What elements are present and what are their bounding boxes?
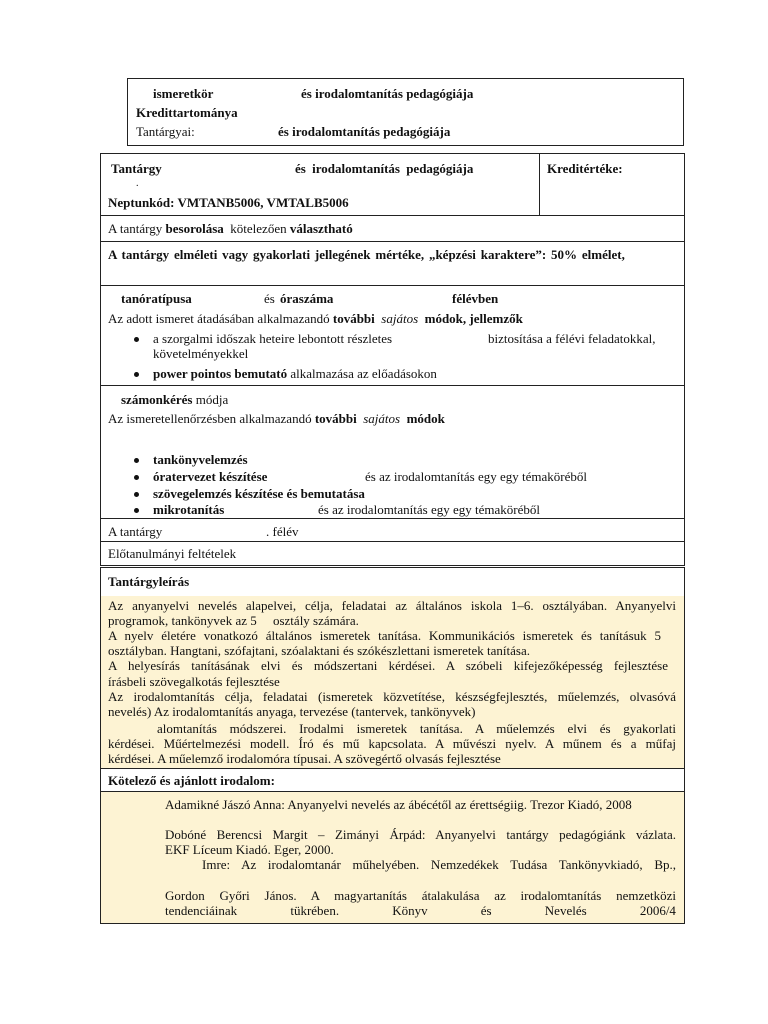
oraszama-label: óraszáma	[280, 291, 334, 306]
leiras-p9: alomtanítás módszerei. Irodalmi ismeretek tanítása. A műelemzés elvi és gyakorlati	[157, 721, 676, 736]
szamonkeres-item-2-rest: és az irodalomtanítás egy egy témaköréből	[365, 469, 588, 484]
bullet-dot	[134, 475, 139, 480]
leiras-p8: nevelés) Az irodalomtanítás anyaga, tervezése (tantervek, tankönyvek)	[108, 704, 476, 719]
irodalom-ref-2a: Dobóné Berencsi Margit – Zimányi Árpád: Anyanyelvi tantárgy pedagógiánk vázlata.	[165, 827, 676, 842]
irodalom-ref-2b: EKF Líceum Kiadó. Eger, 2000.	[165, 842, 334, 857]
besorolas-row: A tantárgy besorolása kötelezően választható	[108, 221, 353, 236]
bullet-dot	[134, 458, 139, 463]
irodalom-ref-1: Adamikné Jászó Anna: Anyanyelvi nevelés az ábécétől az érettségiig. Trezor Kiadó, 2008	[165, 797, 632, 812]
irodalom-ref-3: Imre: Az irodalomtanár műhelyében. Nemzedékek Tudása Tankönyvkiadó, Bp.,	[202, 857, 676, 872]
leiras-p10: kérdései. Műértelmezési modell. Író és mű kapcsolata. A művészi nyelv. A műnem és a műfaj	[108, 736, 676, 751]
tantargy-value: és irodalomtanítás pedagógiája	[295, 161, 474, 176]
bullet-dot	[134, 508, 139, 513]
szamonkeres-title: számonkérés módja	[121, 392, 229, 407]
tantargy-dot: .	[136, 178, 139, 189]
felev-post: . félév	[266, 524, 299, 539]
szamonkeres-item-1: tankönyvelemzés	[153, 452, 248, 467]
leiras-title: Tantárgyleírás	[108, 574, 190, 589]
es-label: és	[264, 291, 275, 306]
kepzesi-karakter: A tantárgy elméleti vagy gyakorlati jellegének mértéke, „képzési karaktere”: 50% elmélet,	[108, 247, 625, 262]
szamonkeres-item-4: mikrotanítás	[153, 502, 225, 517]
kredit-label: Kreditértéke:	[547, 161, 623, 176]
irodalom-ref-4b: tendenciáinak tükrében. Könyv és Nevelés 2006/4	[165, 903, 676, 918]
leiras-p5: A helyesírás tanításának elvi és módszertani kérdései. A szóbeli kifejezőképesség fejlesztése	[108, 658, 668, 673]
elotanulmany: Előtanulmányi feltételek	[108, 546, 237, 561]
neptun-code: Neptunkód: VMTANB5006, VMTALB5006	[108, 195, 349, 210]
ora-bullet-1a: a szorgalmi időszak heteire lebontott részletes	[153, 331, 393, 346]
bullet-dot	[134, 372, 139, 377]
ora-bullet-1c: követelményekkel	[153, 346, 249, 361]
szamonkeres-item-3: szövegelemzés készítése és bemutatása	[153, 486, 365, 501]
ora-bullet-2: power pointos bemutató alkalmazása az előadásokon	[153, 366, 437, 381]
leiras-p4: osztályban. Hangtani, szófajtani, szóalaktani és szókészlettani ismeretek tanítása.	[108, 643, 530, 658]
felev-pre: A tantárgy	[108, 524, 163, 539]
felevben-label: félévben	[452, 291, 499, 306]
tantargyai-value: és irodalomtanítás pedagógiája	[278, 124, 451, 139]
bullet-dot	[134, 337, 139, 342]
irodalom-ref-4a: Gordon Győri János. A magyartanítás átalakulása az irodalomtanítás nemzetközi	[165, 888, 676, 903]
leiras-p2: programok, tankönyvek az 5 osztály számára.	[108, 613, 359, 628]
szamonkeres-item-2: óratervezet készítése	[153, 469, 268, 484]
leiras-p11: kérdései. A műelemző irodalomóra típusai. A szövegértő olvasás fejlesztése	[108, 751, 501, 766]
tanoratipus-label: tanóratípusa	[121, 291, 192, 306]
szamonkeres-item-4-rest: és az irodalomtanítás egy egy témaköréből	[318, 502, 541, 517]
leiras-p7: Az irodalomtanítás célja, feladatai (ismeretek közvetítése, készségfejlesztés, műelemzés, olvasóvá	[108, 689, 676, 704]
ismeretkor-label: ismeretkör	[153, 86, 214, 101]
irodalom-title: Kötelező és ajánlott irodalom:	[108, 773, 275, 788]
ora-bullet-1b: biztosítása a félévi feladatokkal,	[488, 331, 656, 346]
kredittartomany-label: Kredittartománya	[136, 105, 238, 120]
tantargy-label: Tantárgy	[111, 161, 162, 176]
leiras-p3: A nyelv életére vonatkozó általános ismeretek tanítása. Kommunikációs ismeretek és tanításuk 5	[108, 628, 661, 643]
bullet-dot	[134, 492, 139, 497]
ora-methods-line: Az adott ismeret átadásában alkalmazandó további sajátos módok, jellemzők	[108, 311, 523, 326]
ismeretkor-value: és irodalomtanítás pedagógiája	[301, 86, 474, 101]
leiras-p1: Az anyanyelvi nevelés alapelvei, célja, feladatai az általános iskola 1–6. osztályában. Anyanyelvi	[108, 598, 676, 613]
tantargyai-label: Tantárgyai:	[136, 124, 195, 139]
leiras-p6: írásbeli szövegalkotás fejlesztése	[108, 674, 280, 689]
szamonkeres-methods-line: Az ismeretellenőrzésben alkalmazandó további sajátos módok	[108, 411, 445, 426]
